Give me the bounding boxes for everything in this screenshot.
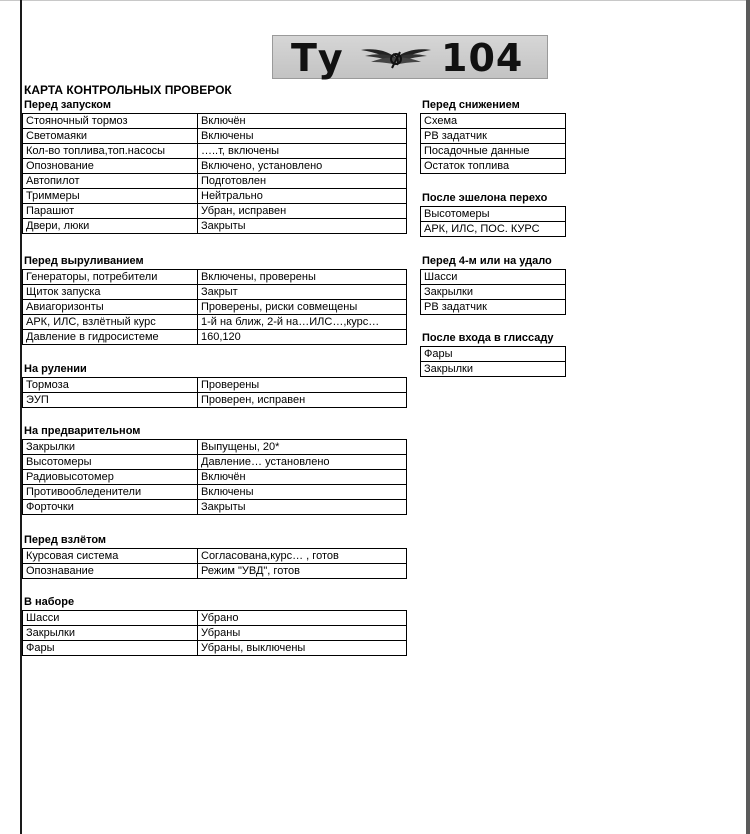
check-item: Фары: [23, 641, 198, 656]
check-response: Убран, исправен: [198, 204, 407, 219]
check-response: Согласована,курс… , готов: [198, 549, 407, 564]
check-response: Убраны, выключены: [198, 641, 407, 656]
table-row: [23, 315, 407, 330]
check-response: …..т, включены: [198, 144, 407, 159]
checklist-table: [22, 548, 407, 579]
checklist-table: [420, 206, 566, 237]
check-item: Закрылки: [421, 362, 566, 377]
check-response: Проверены, риски совмещены: [198, 300, 407, 315]
table-row: [23, 219, 407, 234]
check-item: Авиагоризонты: [23, 300, 198, 315]
table-row: [23, 378, 407, 393]
table-row: [23, 611, 407, 626]
check-item: ЭУП: [23, 393, 198, 408]
check-item: Щиток запуска: [23, 285, 198, 300]
document-title: КАРТА КОНТРОЛЬНЫХ ПРОВЕРОК: [24, 83, 232, 97]
section-title: На рулении: [24, 363, 87, 375]
check-response: Включены, проверены: [198, 270, 407, 285]
check-item: Остаток топлива: [421, 159, 566, 174]
check-item: Шасси: [421, 270, 566, 285]
check-response: Включён: [198, 470, 407, 485]
table-row: [421, 347, 566, 362]
table-row: [421, 129, 566, 144]
section-title: Перед снижением: [422, 99, 520, 111]
checklist-table: [22, 113, 407, 234]
section-before-descent: [420, 98, 566, 174]
section-preliminary: [22, 424, 407, 515]
check-response: Закрыт: [198, 285, 407, 300]
section-title: Перед 4-м или на удало: [422, 255, 552, 267]
table-row: [23, 393, 407, 408]
check-item: Фары: [421, 347, 566, 362]
table-row: [421, 285, 566, 300]
section-title: Перед выруливанием: [24, 255, 144, 267]
check-response: 1-й на ближ, 2-й на…ИЛС…,курс…: [198, 315, 407, 330]
check-item: Триммеры: [23, 189, 198, 204]
checklist-table: [22, 377, 407, 408]
table-row: [23, 189, 407, 204]
check-item: Кол-во топлива,топ.насосы: [23, 144, 198, 159]
check-item: Курсовая система: [23, 549, 198, 564]
checklist-table: [420, 113, 566, 174]
section-title: Перед взлётом: [24, 534, 107, 546]
check-item: Опознавание: [23, 564, 198, 579]
table-row: [421, 144, 566, 159]
check-item: Автопилот: [23, 174, 198, 189]
table-row: [23, 114, 407, 129]
table-row: [23, 500, 407, 515]
table-row: [23, 270, 407, 285]
check-response: Убрано: [198, 611, 407, 626]
check-response: Включены: [198, 485, 407, 500]
check-item: Закрылки: [421, 285, 566, 300]
check-response: 160,120: [198, 330, 407, 345]
table-row: [23, 564, 407, 579]
check-response: Закрыты: [198, 500, 407, 515]
check-item: Давление в гидросистеме: [23, 330, 198, 345]
table-row: [23, 641, 407, 656]
section-taxiing: [22, 362, 407, 408]
check-item: Схема: [421, 114, 566, 129]
check-item: Радиовысотомер: [23, 470, 198, 485]
check-item: Генераторы, потребители: [23, 270, 198, 285]
check-item: Форточки: [23, 500, 198, 515]
check-response: Включено, установлено: [198, 159, 407, 174]
check-item: Шасси: [23, 611, 198, 626]
check-response: Закрыты: [198, 219, 407, 234]
check-response: Проверен, исправен: [198, 393, 407, 408]
check-item: Закрылки: [23, 440, 198, 455]
check-item: Тормоза: [23, 378, 198, 393]
section-after-glideslope: [420, 331, 566, 377]
check-item: РВ задатчик: [421, 129, 566, 144]
table-row: [421, 114, 566, 129]
checklist-table: [420, 346, 566, 377]
tu104-logo: [272, 35, 548, 79]
logo-text-right: 104: [441, 36, 524, 80]
table-row: [23, 440, 407, 455]
table-row: [421, 270, 566, 285]
table-row: [23, 144, 407, 159]
check-response: Нейтрально: [198, 189, 407, 204]
check-response: Выпущены, 20*: [198, 440, 407, 455]
check-item: Высотомеры: [23, 455, 198, 470]
section-before-fourth-turn: [420, 254, 566, 315]
check-item: Стояночный тормоз: [23, 114, 198, 129]
section-title: На предварительном: [24, 425, 141, 437]
check-item: Посадочные данные: [421, 144, 566, 159]
table-row: [421, 222, 566, 237]
logo-text-left: Ту: [291, 36, 344, 80]
check-item: Двери, люки: [23, 219, 198, 234]
check-item: Противообледенители: [23, 485, 198, 500]
checklist-table: [22, 610, 407, 656]
section-before-startup: [22, 98, 407, 234]
aeroflot-wings-emblem-icon: [359, 40, 433, 76]
table-row: [23, 285, 407, 300]
checklist-table: [22, 269, 407, 345]
table-row: [23, 455, 407, 470]
section-after-transition-level: [420, 191, 566, 237]
check-item: Высотомеры: [421, 207, 566, 222]
table-row: [23, 129, 407, 144]
table-row: [23, 300, 407, 315]
table-row: [23, 549, 407, 564]
section-title: В наборе: [24, 596, 75, 608]
table-row: [23, 159, 407, 174]
table-row: [421, 300, 566, 315]
check-response: Убраны: [198, 626, 407, 641]
table-row: [23, 174, 407, 189]
check-response: Подготовлен: [198, 174, 407, 189]
table-row: [23, 330, 407, 345]
section-title: Перед запуском: [24, 99, 112, 111]
table-row: [23, 485, 407, 500]
check-response: Режим "УВД", готов: [198, 564, 407, 579]
section-before-taxi: [22, 254, 407, 345]
page-right-edge: [746, 0, 750, 834]
check-item: Опознование: [23, 159, 198, 174]
check-item: Парашют: [23, 204, 198, 219]
check-response: Включён: [198, 114, 407, 129]
page-top-border: [0, 0, 750, 1]
table-row: [421, 362, 566, 377]
check-item: Закрылки: [23, 626, 198, 641]
section-climb: [22, 595, 407, 656]
checklist-table: [420, 269, 566, 315]
check-response: Включены: [198, 129, 407, 144]
table-row: [23, 204, 407, 219]
checklist-table: [22, 439, 407, 515]
table-row: [421, 159, 566, 174]
check-response: Проверены: [198, 378, 407, 393]
check-item: АРК, ИЛС, ПОС. КУРС: [421, 222, 566, 237]
check-item: РВ задатчик: [421, 300, 566, 315]
section-title: После эшелона перехо: [422, 192, 548, 204]
check-item: АРК, ИЛС, взлётный курс: [23, 315, 198, 330]
table-row: [23, 626, 407, 641]
check-response: Давление… установлено: [198, 455, 407, 470]
table-row: [23, 470, 407, 485]
table-row: [421, 207, 566, 222]
section-title: После входа в глиссаду: [422, 332, 554, 344]
check-item: Светомаяки: [23, 129, 198, 144]
section-before-takeoff: [22, 533, 407, 579]
